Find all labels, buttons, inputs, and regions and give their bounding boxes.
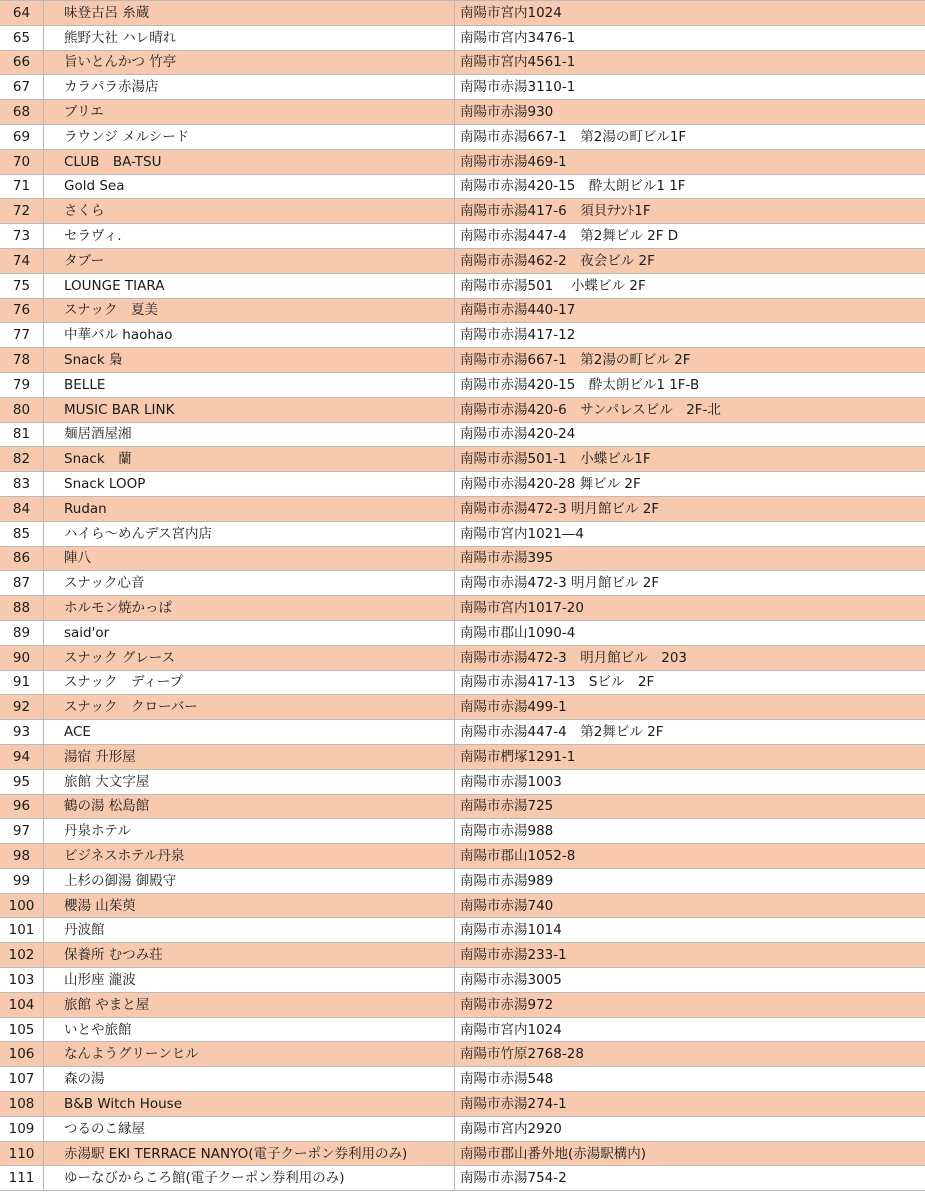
store-name: ハイら～めんデス宮内店 bbox=[44, 521, 455, 546]
row-number: 110 bbox=[0, 1141, 44, 1166]
row-number: 68 bbox=[0, 100, 44, 125]
row-number: 83 bbox=[0, 472, 44, 497]
row-number: 71 bbox=[0, 174, 44, 199]
store-name: Snack 蘭 bbox=[44, 447, 455, 472]
store-name: 丹波館 bbox=[44, 918, 455, 943]
table-row bbox=[0, 1141, 925, 1166]
store-name: 旨いとんかつ 竹亭 bbox=[44, 50, 455, 75]
store-address: 南陽市赤湯667-1 第2湯の町ビル 2F bbox=[455, 348, 925, 373]
table-row bbox=[0, 224, 925, 249]
store-address: 南陽市赤湯447-4 第2舞ビル 2F bbox=[455, 720, 925, 745]
store-name: 味登古呂 糸蔵 bbox=[44, 1, 455, 26]
table-row bbox=[0, 75, 925, 100]
table-row bbox=[0, 149, 925, 174]
store-name: 森の湯 bbox=[44, 1067, 455, 1092]
store-name: ACE bbox=[44, 720, 455, 745]
table-row bbox=[0, 372, 925, 397]
store-address: 南陽市郡山1052-8 bbox=[455, 844, 925, 869]
store-address: 南陽市宮内1021―4 bbox=[455, 521, 925, 546]
table-row bbox=[0, 769, 925, 794]
table-row bbox=[0, 546, 925, 571]
table-row bbox=[0, 992, 925, 1017]
table-row bbox=[0, 1116, 925, 1141]
table-row bbox=[0, 447, 925, 472]
row-number: 96 bbox=[0, 794, 44, 819]
table-row bbox=[0, 397, 925, 422]
table-row bbox=[0, 273, 925, 298]
table-row bbox=[0, 968, 925, 993]
row-number: 102 bbox=[0, 943, 44, 968]
store-name: カラパラ赤湯店 bbox=[44, 75, 455, 100]
table-row bbox=[0, 620, 925, 645]
row-number: 93 bbox=[0, 720, 44, 745]
store-address: 南陽市赤湯548 bbox=[455, 1067, 925, 1092]
store-address: 南陽市赤湯420-15 酔太朗ビル1 1F-B bbox=[455, 372, 925, 397]
table-row bbox=[0, 645, 925, 670]
store-name: ブリエ bbox=[44, 100, 455, 125]
store-name: 旅館 やまと屋 bbox=[44, 992, 455, 1017]
row-number: 94 bbox=[0, 744, 44, 769]
row-number: 85 bbox=[0, 521, 44, 546]
table-row bbox=[0, 943, 925, 968]
store-name: スナック 夏美 bbox=[44, 298, 455, 323]
table-row bbox=[0, 571, 925, 596]
row-number: 90 bbox=[0, 645, 44, 670]
row-number: 91 bbox=[0, 670, 44, 695]
store-address: 南陽市赤湯1003 bbox=[455, 769, 925, 794]
row-number: 76 bbox=[0, 298, 44, 323]
store-name: つるのこ縁屋 bbox=[44, 1116, 455, 1141]
row-number: 72 bbox=[0, 199, 44, 224]
row-number: 89 bbox=[0, 620, 44, 645]
store-address: 南陽市郡山1090-4 bbox=[455, 620, 925, 645]
row-number: 106 bbox=[0, 1042, 44, 1067]
table-row bbox=[0, 496, 925, 521]
table-row bbox=[0, 348, 925, 373]
store-name: さくら bbox=[44, 199, 455, 224]
table-row bbox=[0, 819, 925, 844]
table-row bbox=[0, 720, 925, 745]
store-address: 南陽市赤湯989 bbox=[455, 868, 925, 893]
row-number: 66 bbox=[0, 50, 44, 75]
store-address: 南陽市赤湯972 bbox=[455, 992, 925, 1017]
store-name: Snack 梟 bbox=[44, 348, 455, 373]
store-address: 南陽市赤湯447-4 第2舞ビル 2F D bbox=[455, 224, 925, 249]
store-address: 南陽市赤湯417-12 bbox=[455, 323, 925, 348]
table-row bbox=[0, 1042, 925, 1067]
store-name: ラウンジ メルシード bbox=[44, 124, 455, 149]
store-name: タブー bbox=[44, 248, 455, 273]
store-address: 南陽市赤湯3110-1 bbox=[455, 75, 925, 100]
store-address: 南陽市赤湯420-24 bbox=[455, 422, 925, 447]
row-number: 80 bbox=[0, 397, 44, 422]
store-name: MUSIC BAR LINK bbox=[44, 397, 455, 422]
store-address: 南陽市赤湯930 bbox=[455, 100, 925, 125]
table-row bbox=[0, 868, 925, 893]
store-address: 南陽市赤湯1014 bbox=[455, 918, 925, 943]
store-address: 南陽市赤湯233-1 bbox=[455, 943, 925, 968]
row-number: 95 bbox=[0, 769, 44, 794]
store-address: 南陽市赤湯420-28 舞ビル 2F bbox=[455, 472, 925, 497]
store-address: 南陽市赤湯472-3 明月館ビル 203 bbox=[455, 645, 925, 670]
row-number: 67 bbox=[0, 75, 44, 100]
store-name: ホルモン焼かっぱ bbox=[44, 596, 455, 621]
row-number: 98 bbox=[0, 844, 44, 869]
store-name: 櫻湯 山茱萸 bbox=[44, 893, 455, 918]
row-number: 109 bbox=[0, 1116, 44, 1141]
store-address: 南陽市赤湯501-1 小蝶ビル1F bbox=[455, 447, 925, 472]
store-name: LOUNGE TIARA bbox=[44, 273, 455, 298]
row-number: 64 bbox=[0, 1, 44, 26]
store-name: 山形座 瀧波 bbox=[44, 968, 455, 993]
row-number: 75 bbox=[0, 273, 44, 298]
row-number: 69 bbox=[0, 124, 44, 149]
store-name: 湯宿 升形屋 bbox=[44, 744, 455, 769]
store-address: 南陽市宮内1024 bbox=[455, 1017, 925, 1042]
store-name: 旅館 大文字屋 bbox=[44, 769, 455, 794]
store-name: 丹泉ホテル bbox=[44, 819, 455, 844]
store-name: Gold Sea bbox=[44, 174, 455, 199]
table-row bbox=[0, 744, 925, 769]
store-name: Snack LOOP bbox=[44, 472, 455, 497]
row-number: 105 bbox=[0, 1017, 44, 1042]
row-number: 78 bbox=[0, 348, 44, 373]
table-row bbox=[0, 1, 925, 26]
table-row bbox=[0, 199, 925, 224]
table-row bbox=[0, 1017, 925, 1042]
store-address: 南陽市赤湯420-6 サンパレスビル 2F-北 bbox=[455, 397, 925, 422]
table-row bbox=[0, 521, 925, 546]
store-name: スナック クローバー bbox=[44, 695, 455, 720]
store-address: 南陽市赤湯499-1 bbox=[455, 695, 925, 720]
table-row bbox=[0, 893, 925, 918]
row-number: 107 bbox=[0, 1067, 44, 1092]
store-address: 南陽市赤湯440-17 bbox=[455, 298, 925, 323]
store-address: 南陽市郡山番外地(赤湯駅構内) bbox=[455, 1141, 925, 1166]
store-name: 上杉の御湯 御殿守 bbox=[44, 868, 455, 893]
row-number: 103 bbox=[0, 968, 44, 993]
store-name: 保養所 むつみ荘 bbox=[44, 943, 455, 968]
row-number: 82 bbox=[0, 447, 44, 472]
store-name: CLUB BA-TSU bbox=[44, 149, 455, 174]
row-number: 81 bbox=[0, 422, 44, 447]
store-address: 南陽市赤湯274-1 bbox=[455, 1092, 925, 1117]
store-address: 南陽市赤湯3005 bbox=[455, 968, 925, 993]
row-number: 104 bbox=[0, 992, 44, 1017]
store-address: 南陽市竹原2768-28 bbox=[455, 1042, 925, 1067]
table-row bbox=[0, 695, 925, 720]
store-address: 南陽市赤湯740 bbox=[455, 893, 925, 918]
store-address: 南陽市赤湯472-3 明月館ビル 2F bbox=[455, 571, 925, 596]
row-number: 86 bbox=[0, 546, 44, 571]
store-name: said'or bbox=[44, 620, 455, 645]
table-row bbox=[0, 1067, 925, 1092]
store-name: ゆーなびからころ館(電子クーポン券利用のみ) bbox=[44, 1166, 455, 1191]
row-number: 97 bbox=[0, 819, 44, 844]
table-row bbox=[0, 596, 925, 621]
store-name: B&B Witch House bbox=[44, 1092, 455, 1117]
store-address: 南陽市赤湯725 bbox=[455, 794, 925, 819]
table-row bbox=[0, 918, 925, 943]
store-name: 中華バル haohao bbox=[44, 323, 455, 348]
table-row bbox=[0, 50, 925, 75]
row-number: 108 bbox=[0, 1092, 44, 1117]
table-row bbox=[0, 1166, 925, 1191]
row-number: 88 bbox=[0, 596, 44, 621]
row-number: 99 bbox=[0, 868, 44, 893]
table-row bbox=[0, 124, 925, 149]
store-address: 南陽市宮内1024 bbox=[455, 1, 925, 26]
store-name: いとや旅館 bbox=[44, 1017, 455, 1042]
row-number: 101 bbox=[0, 918, 44, 943]
store-name: BELLE bbox=[44, 372, 455, 397]
store-name: Rudan bbox=[44, 496, 455, 521]
store-name: スナック ディープ bbox=[44, 670, 455, 695]
table-row bbox=[0, 1092, 925, 1117]
store-address: 南陽市赤湯472-3 明月館ビル 2F bbox=[455, 496, 925, 521]
table-row bbox=[0, 794, 925, 819]
table-row bbox=[0, 298, 925, 323]
store-name: なんようグリーンヒル bbox=[44, 1042, 455, 1067]
store-name: 赤湯駅 EKI TERRACE NANYO(電子クーポン券利用のみ) bbox=[44, 1141, 455, 1166]
table-row bbox=[0, 248, 925, 273]
table-row bbox=[0, 844, 925, 869]
store-address: 南陽市赤湯417-6 須貝ﾃﾅﾝﾄ1F bbox=[455, 199, 925, 224]
store-name: 陣八 bbox=[44, 546, 455, 571]
store-address: 南陽市赤湯754-2 bbox=[455, 1166, 925, 1191]
store-name: ビジネスホテル丹泉 bbox=[44, 844, 455, 869]
store-address: 南陽市赤湯667-1 第2湯の町ビル1F bbox=[455, 124, 925, 149]
table-row bbox=[0, 174, 925, 199]
row-number: 65 bbox=[0, 25, 44, 50]
row-number: 92 bbox=[0, 695, 44, 720]
row-number: 73 bbox=[0, 224, 44, 249]
table-row bbox=[0, 472, 925, 497]
table-row bbox=[0, 670, 925, 695]
store-address: 南陽市宮内4561-1 bbox=[455, 50, 925, 75]
store-address: 南陽市赤湯420-15 酔太朗ビル1 1F bbox=[455, 174, 925, 199]
table-row bbox=[0, 323, 925, 348]
row-number: 87 bbox=[0, 571, 44, 596]
store-name: スナック グレース bbox=[44, 645, 455, 670]
store-name: セラヴィ. bbox=[44, 224, 455, 249]
row-number: 79 bbox=[0, 372, 44, 397]
table-row bbox=[0, 100, 925, 125]
store-address: 南陽市赤湯469-1 bbox=[455, 149, 925, 174]
store-address: 南陽市椚塚1291-1 bbox=[455, 744, 925, 769]
store-name: スナック心音 bbox=[44, 571, 455, 596]
store-name: 熊野大社 ハレ晴れ bbox=[44, 25, 455, 50]
store-table-body bbox=[0, 1, 925, 1191]
store-address: 南陽市赤湯395 bbox=[455, 546, 925, 571]
row-number: 70 bbox=[0, 149, 44, 174]
row-number: 77 bbox=[0, 323, 44, 348]
table-row bbox=[0, 25, 925, 50]
store-address: 南陽市宮内3476-1 bbox=[455, 25, 925, 50]
store-name: 麺居酒屋湘 bbox=[44, 422, 455, 447]
row-number: 84 bbox=[0, 496, 44, 521]
store-name: 鶴の湯 松島館 bbox=[44, 794, 455, 819]
store-address: 南陽市赤湯417-13 Sビル 2F bbox=[455, 670, 925, 695]
row-number: 111 bbox=[0, 1166, 44, 1191]
table-row bbox=[0, 422, 925, 447]
store-address: 南陽市赤湯501 小蝶ビル 2F bbox=[455, 273, 925, 298]
store-address: 南陽市宮内1017-20 bbox=[455, 596, 925, 621]
row-number: 74 bbox=[0, 248, 44, 273]
row-number: 100 bbox=[0, 893, 44, 918]
store-address: 南陽市赤湯462-2 夜会ビル 2F bbox=[455, 248, 925, 273]
store-address: 南陽市宮内2920 bbox=[455, 1116, 925, 1141]
store-address: 南陽市赤湯988 bbox=[455, 819, 925, 844]
